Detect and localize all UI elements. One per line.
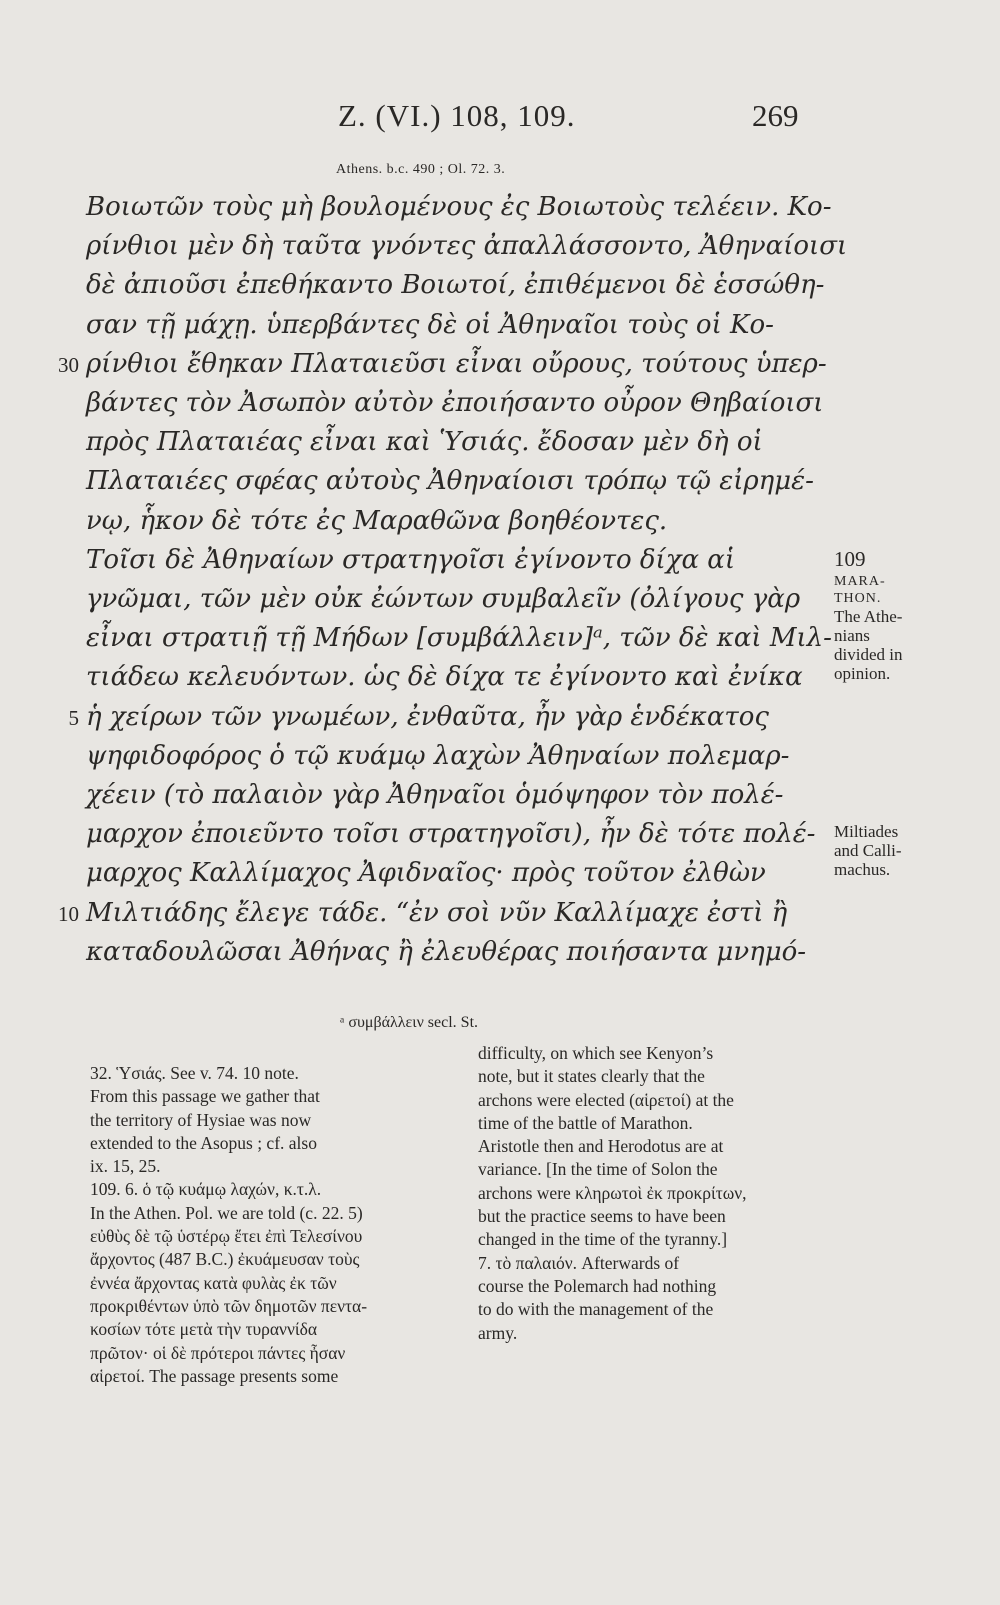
commentary-line: ix. 15, 25.	[90, 1156, 161, 1177]
commentary-line: but the practice seems to have been	[478, 1206, 726, 1227]
commentary-line: to do with the management of the	[478, 1299, 714, 1320]
line-text: σαν τῇ μάχῃ. ὑπερβάντες δὲ οἱ Ἀθηναῖοι τοὺς οἱ Κο-	[86, 309, 774, 340]
commentary-line: In the Athen. Pol. we are told (c. 22. 5)	[90, 1202, 363, 1223]
line-text: βάντες τὸν Ἀσωπὸν αὐτὸν ἐποιήσαντο οὖρον Θηβαίοισι	[86, 388, 824, 418]
line-text: νῳ, ἧκον δὲ τότε ἐς Μαραθῶνα βοηθέοντες.	[86, 505, 668, 536]
main-greek-text	[58, 0, 848, 1000]
line-text: μαρχος Καλλίμαχος Ἀφιδναῖος· πρὸς τοῦτον ἐλθὼν	[86, 858, 766, 889]
commentary-line: εὐθὺς δὲ τῷ ὑστέρῳ ἔτει ἐπὶ Τελεσίνου	[90, 1226, 363, 1247]
margin-note-athenians: The Athe- nians divided in opinion.	[834, 607, 903, 683]
commentary-line: changed in the time of the tyranny.]	[478, 1229, 728, 1250]
line-text: δὲ ἀπιοῦσι ἐπεθήκαντο Βοιωτοί, ἐπιθέμενοι δὲ ἑσσώθη-	[86, 270, 825, 301]
line-text: ρίνθιοι ἔθηκαν Πλαταιεῦσι εἶναι οὔρους, τούτους ὑπερ-	[86, 348, 827, 379]
line-number: 30	[58, 352, 79, 377]
margin-place: MARA- THON.	[834, 574, 886, 606]
commentary-line: 32. Ὑσιάς. See v. 74. 10 note.	[90, 1063, 299, 1083]
line-text: πρὸς Πλαταιέας εἶναι καὶ Ὑσιάς. ἔδοσαν μὲν δὴ οἱ	[86, 427, 763, 458]
margin-note-miltiades	[834, 822, 902, 879]
commentary-line: extended to the Asopus ; cf. also	[90, 1132, 317, 1153]
margin-note-miltiades-text: Miltiades and Calli- machus.	[834, 822, 902, 879]
commentary-line: army.	[478, 1322, 518, 1343]
line-text: Βοιωτῶν τοὺς μὴ βουλομένους ἐς Βοιωτοὺς τελέειν. Κο-	[86, 192, 832, 222]
line-text: Τοῖσι δὲ Ἀθηναίων στρατηγοῖσι ἐγίνοντο δίχα αἱ	[86, 544, 736, 575]
commentary-line: note, but it states clearly that the	[478, 1066, 705, 1087]
section-number: 109	[834, 547, 866, 571]
critical-apparatus: ᵃ συμβάλλειν secl. St.	[340, 1014, 479, 1031]
line-text: Μιλτιάδης ἔλεγε τάδε. “ἐν σοὶ νῦν Καλλίμαχε ἐστὶ ἢ	[86, 897, 788, 928]
margin-note-section	[834, 547, 903, 683]
commentary-line: difficulty, on which see Kenyon’s	[478, 1043, 714, 1063]
line-text: χέειν (τὸ παλαιὸν γὰρ Ἀθηναῖοι ὁμόψηφον τὸν πολέ-	[86, 780, 784, 810]
commentary-line: κοσίων τότε μετὰ τὴν τυραννίδα	[90, 1319, 317, 1340]
running-subhead: Athens. b.c. 490 ; Ol. 72. 3.	[336, 162, 506, 177]
line-text: τιάδεω κελευόντων. ὡς δὲ δίχα τε ἐγίνοντο καὶ ἐνίκα	[86, 662, 803, 693]
commentary-line: προκριθέντων ὑπὸ τῶν δημοτῶν πεντα-	[90, 1295, 368, 1316]
line-text: ρίνθιοι μὲν δὴ ταῦτα γνόντες ἀπαλλάσσοντο, Ἀθηναίοισι	[86, 231, 848, 262]
commentary-line: time of the battle of Marathon.	[478, 1112, 693, 1133]
commentary-left-column	[90, 1062, 367, 1388]
line-number: 5	[68, 705, 79, 730]
commentary-line: archons were elected (αἱρετοί) at the	[478, 1089, 734, 1110]
commentary-line: ἐννέα ἄρχοντας κατὰ φυλὰς ἐκ τῶν	[90, 1272, 337, 1293]
commentary-line: 7. τὸ παλαιόν. Afterwards of	[478, 1252, 680, 1273]
line-text: καταδουλῶσαι Ἀθήνας ἢ ἐλευθέρας ποιήσαντα μνημό-	[86, 936, 807, 967]
line-text: ψηφιδοφόρος ὁ τῷ κυάμῳ λαχὼν Ἀθηναίων πολεμαρ-	[86, 740, 790, 771]
commentary-line: πρῶτον· οἱ δὲ πρότεροι πάντες ἦσαν	[90, 1342, 346, 1363]
commentary-line: course the Polemarch had nothing	[478, 1275, 717, 1296]
commentary-line: αἱρετοί. The passage presents some	[90, 1365, 339, 1386]
commentary-line: ἄρχοντος (487 B.C.) ἐκυάμευσαν τοὺς	[90, 1249, 360, 1270]
commentary-line: archons were κληρωτοὶ ἐκ προκρίτων,	[478, 1182, 747, 1203]
line-text: Πλαταιέες σφέας αὐτοὺς Ἀθηναίοισι τρόπῳ τῷ εἰρημέ-	[86, 466, 814, 497]
commentary-line: 109. 6. ὁ τῷ κυάμῳ λαχών, κ.τ.λ.	[90, 1179, 322, 1200]
commentary-line: variance. [In the time of Solon the	[478, 1159, 718, 1180]
commentary-line: Aristotle then and Herodotus are at	[478, 1136, 724, 1157]
commentary-line: the territory of Hysiae was now	[90, 1109, 312, 1130]
line-text: εἶναι στρατιῇ τῇ Μήδων [συμβάλλειν]ᵃ, τῶν δὲ καὶ Μιλ-	[86, 623, 832, 654]
commentary-line: From this passage we gather that	[90, 1086, 320, 1107]
line-text: γνῶμαι, τῶν μὲν οὐκ ἐώντων συμβαλεῖν (ὀλίγους γὰρ	[86, 584, 801, 614]
line-number: 10	[58, 901, 79, 926]
page-number: 269	[752, 98, 799, 133]
line-text: μαρχον ἐποιεῦντο τοῖσι στρατηγοῖσι), ἦν δὲ τότε πολέ-	[86, 819, 816, 850]
commentary-right-column	[478, 1042, 747, 1345]
running-head: Z. (VI.) 108, 109.	[338, 98, 576, 133]
line-text: ἡ χείρων τῶν γνωμέων, ἐνθαῦτα, ἦν γὰρ ἑνδέκατος	[86, 701, 769, 732]
